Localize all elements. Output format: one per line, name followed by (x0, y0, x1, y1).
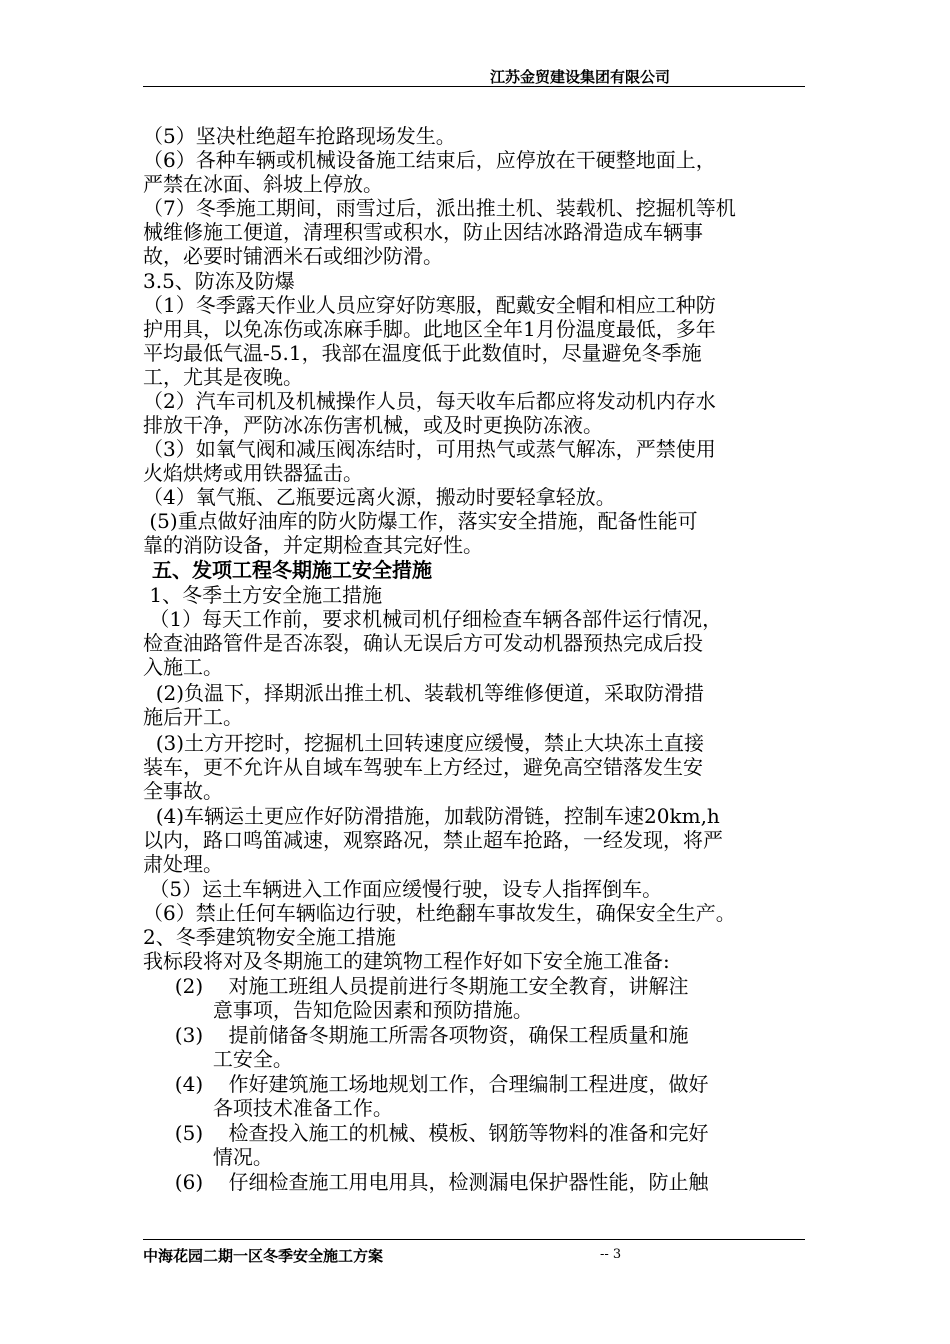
text-line: 靠的消防设备，并定期检查其完好性。 (143, 533, 483, 557)
text-line: （2）汽车司机及机械操作人员，每天收车后都应将发动机内存水 (143, 389, 716, 413)
text-line: 护用具，以免冻伤或冻麻手脚。此地区全年1月份温度最低，多年 (143, 317, 716, 341)
text-line: (3) 提前储备冬期施工所需各项物资，确保工程质量和施 (143, 1023, 689, 1047)
footer-rule (143, 1239, 805, 1240)
text-line: (5)重点做好油库的防火防爆工作，落实安全措施，配备性能可 (143, 509, 698, 533)
header-company-name: 江苏金贸建设集团有限公司 (490, 68, 671, 86)
footer-page-number: -- 3 (600, 1247, 622, 1262)
text-line: 械维修施工便道，清理积雪或积水，防止因结冰路滑造成车辆事 (143, 220, 703, 244)
text-line: 工安全。 (143, 1047, 293, 1071)
text-line: 工，尤其是夜晚。 (143, 365, 303, 389)
text-line: （1）每天工作前，要求机械司机仔细检查车辆各部件运行情况， (143, 607, 723, 631)
text-line: （4）氧气瓶、乙瓶要远离火源，搬动时要轻拿轻放。 (143, 485, 616, 509)
text-line: （5）运土车辆进入工作面应缓慢行驶，设专人指挥倒车。 (143, 877, 663, 901)
text-line: 1、冬季土方安全施工措施 (143, 583, 383, 607)
text-line: 我标段将对及冬期施工的建筑物工程作好如下安全施工准备: (143, 949, 670, 973)
text-line: (2)负温下，择期派出推土机、装载机等维修便道，采取防滑措 (143, 681, 705, 705)
text-line: 火焰烘烤或用铁器猛击。 (143, 461, 363, 485)
text-line: 排放干净，严防冰冻伤害机械，或及时更换防冻液。 (143, 413, 603, 437)
text-line: 以内，路口鸣笛减速，观察路况，禁止超车抢路，一经发现，将严 (143, 828, 723, 852)
text-line: （7）冬季施工期间，雨雪过后，派出推土机、装载机、挖掘机等机 (143, 196, 736, 220)
header-rule (143, 86, 805, 87)
text-line: (5) 检查投入施工的机械、模板、钢筋等物料的准备和完好 (143, 1121, 709, 1145)
text-line: （6）各种车辆或机械设备施工结束后，应停放在干硬整地面上， (143, 148, 716, 172)
footer-document-title: 中海花园二期一区冬季安全施工方案 (143, 1247, 384, 1265)
text-line: (3)土方开挖时，挖掘机土回转速度应缓慢，禁止大块冻土直接 (143, 731, 705, 755)
text-line: 各项技术准备工作。 (143, 1096, 393, 1120)
text-line: （6）禁止任何车辆临边行驶，杜绝翻车事故发生，确保安全生产。 (143, 901, 736, 925)
text-line: (6) 仔细检查施工用电用具，检测漏电保护器性能，防止触 (143, 1170, 709, 1194)
text-line: 平均最低气温-5.1，我部在温度低于此数值时，尽量避免冬季施 (143, 341, 702, 365)
text-line: （5）坚决杜绝超车抢路现场发生。 (143, 124, 456, 148)
text-line: (4) 作好建筑施工场地规划工作，合理编制工程进度，做好 (143, 1072, 709, 1096)
text-line: （1）冬季露天作业人员应穿好防寒服，配戴安全帽和相应工种防 (143, 293, 716, 317)
text-line: （3）如氧气阀和减压阀冻结时，可用热气或蒸气解冻，严禁使用 (143, 437, 716, 461)
text-line: 入施工。 (143, 655, 223, 679)
section-heading: 五、发项工程冬期施工安全措施 (152, 558, 432, 582)
text-line: (4)车辆运土更应作好防滑措施，加载防滑链，控制车速20km,h (143, 804, 720, 828)
text-line: 3.5、防冻及防爆 (143, 269, 295, 293)
text-line: 施后开工。 (143, 705, 243, 729)
text-line: 装车，更不允许从自域车驾驶车上方经过，避免高空错落发生安 (143, 755, 703, 779)
text-line: (2) 对施工班组人员提前进行冬期施工安全教育，讲解注 (143, 974, 689, 998)
text-line: 故，必要时铺洒米石或细沙防滑。 (143, 244, 443, 268)
text-line: 严禁在冰面、斜坡上停放。 (143, 172, 383, 196)
text-line: 2、冬季建筑物安全施工措施 (143, 925, 396, 949)
text-line: 肃处理。 (143, 852, 223, 876)
text-line: 意事项，告知危险因素和预防措施。 (143, 998, 533, 1022)
text-line: 情况。 (143, 1145, 273, 1169)
text-line: 全事故。 (143, 779, 223, 803)
text-line: 检查油路管件是否冻裂，确认无误后方可发动机器预热完成后投 (143, 631, 703, 655)
